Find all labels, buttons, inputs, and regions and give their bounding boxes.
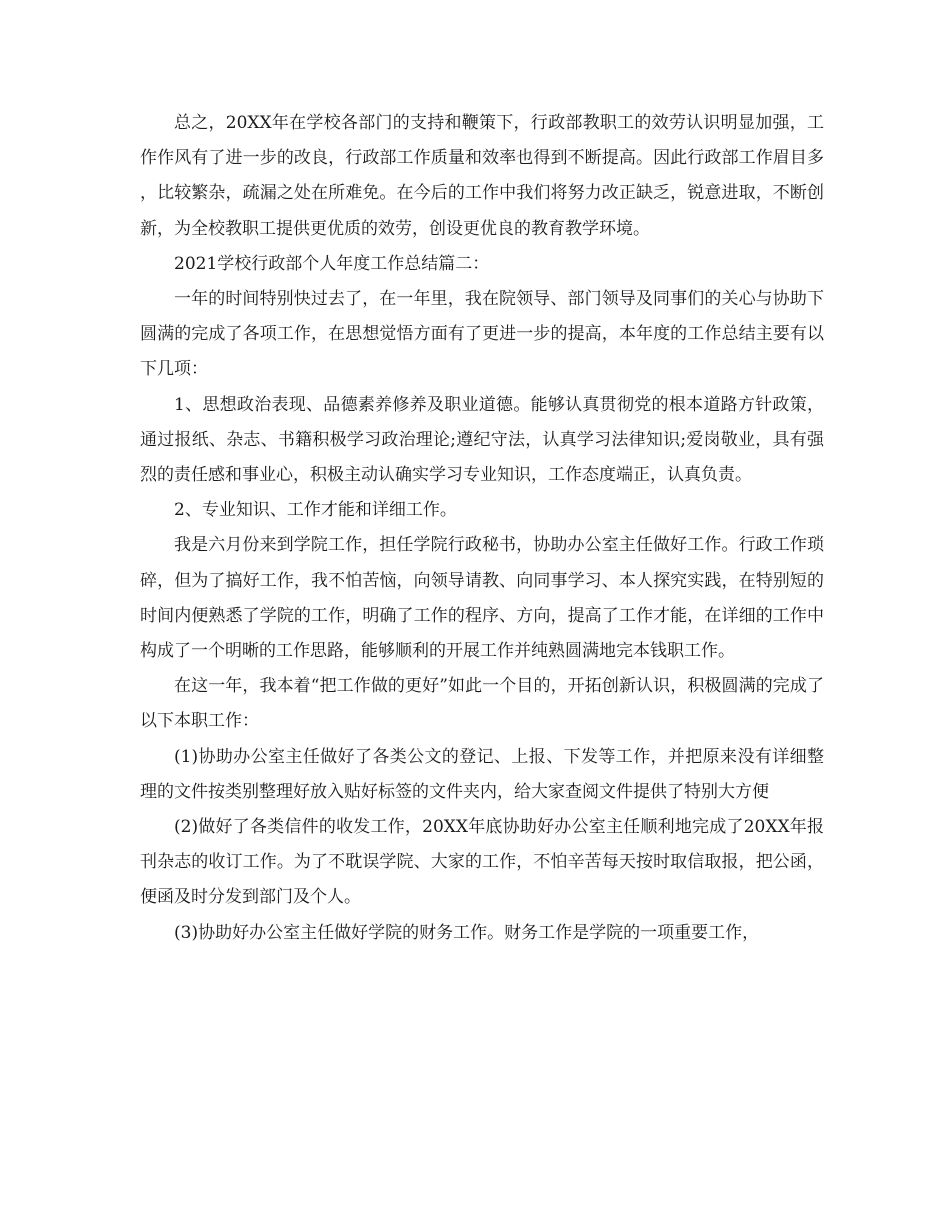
paragraph-task-1: (1)协助办公室主任做好了各类公文的登记、上报、下发等工作，并把原来没有详细整理的文件按类别整理好放入贴好标签的文件夹内，给大家查阅文件提供了特别大方便	[140, 746, 824, 802]
paragraph-task-2: (2)做好了各类信件的收发工作，20XX年底协助好办公室主任顺利地完成了20XX年报刊杂志的收订工作。为了不耽误学院、大家的工作，不怕辛苦每天按时取信取报，把公函，便函及时分发到部门及个人。	[140, 817, 824, 908]
paragraph-task-3: (3)协助好办公室主任做好学院的财务工作。财务工作是学院的一项重要工作，	[174, 922, 760, 943]
paragraph-item-1: 1、思想政治表现、品德素养修养及职业道德。能够认真贯彻党的根本道路方针政策，通过报纸、杂志、书籍积极学习政治理论;遵纪守法，认真学习法律知识;爱岗敬业，具有强烈的责任感和事业心，积极主动认确实学习专业知识，工作态度端正，认真负责。	[140, 394, 824, 486]
paragraph-summary: 总之，20XX年在学校各部门的支持和鞭策下，行政部教职工的效劳认识明显加强，工作作风有了进一步的改良，行政部工作质量和效率也得到不断提高。因此行政部工作眉目多，比较繁杂，疏漏之处在所难免。在今后的工作中我们将努力改正缺乏，锐意进取，不断创新，为全校教职工提供更优质的效劳，创设更优良的教育教学环境。	[140, 113, 824, 239]
paragraph-work-description: 我是六月份来到学院工作，担任学院行政秘书，协助办公室主任做好工作。行政工作琐碎，但为了搞好工作，我不怕苦恼，向领导请教、向同事学习、本人探究实践，在特别短的时间内便熟悉了学院的工作，明确了工作的程序、方向，提高了工作才能，在详细的工作中构成了一个明晰的工作思路，能够顺利的开展工作并纯熟圆满地完本钱职工作。	[140, 535, 824, 662]
section-heading: 2021学校行政部个人年度工作总结篇二：	[174, 253, 490, 274]
paragraph-item-2: 2、专业知识、工作才能和详细工作。	[174, 500, 457, 521]
document-body	[140, 106, 824, 951]
paragraph-year-goal: 在这一年，我本着“把工作做的更好”如此一个目的，开拓创新认识，积极圆满的完成了以下本职工作：	[140, 676, 824, 732]
paragraph-intro: 一年的时间特别快过去了，在一年里，我在院领导、部门领导及同事们的关心与协助下圆满的完成了各项工作，在思想觉悟方面有了更进一步的提高，本年度的工作总结主要有以下几项：	[140, 289, 824, 380]
